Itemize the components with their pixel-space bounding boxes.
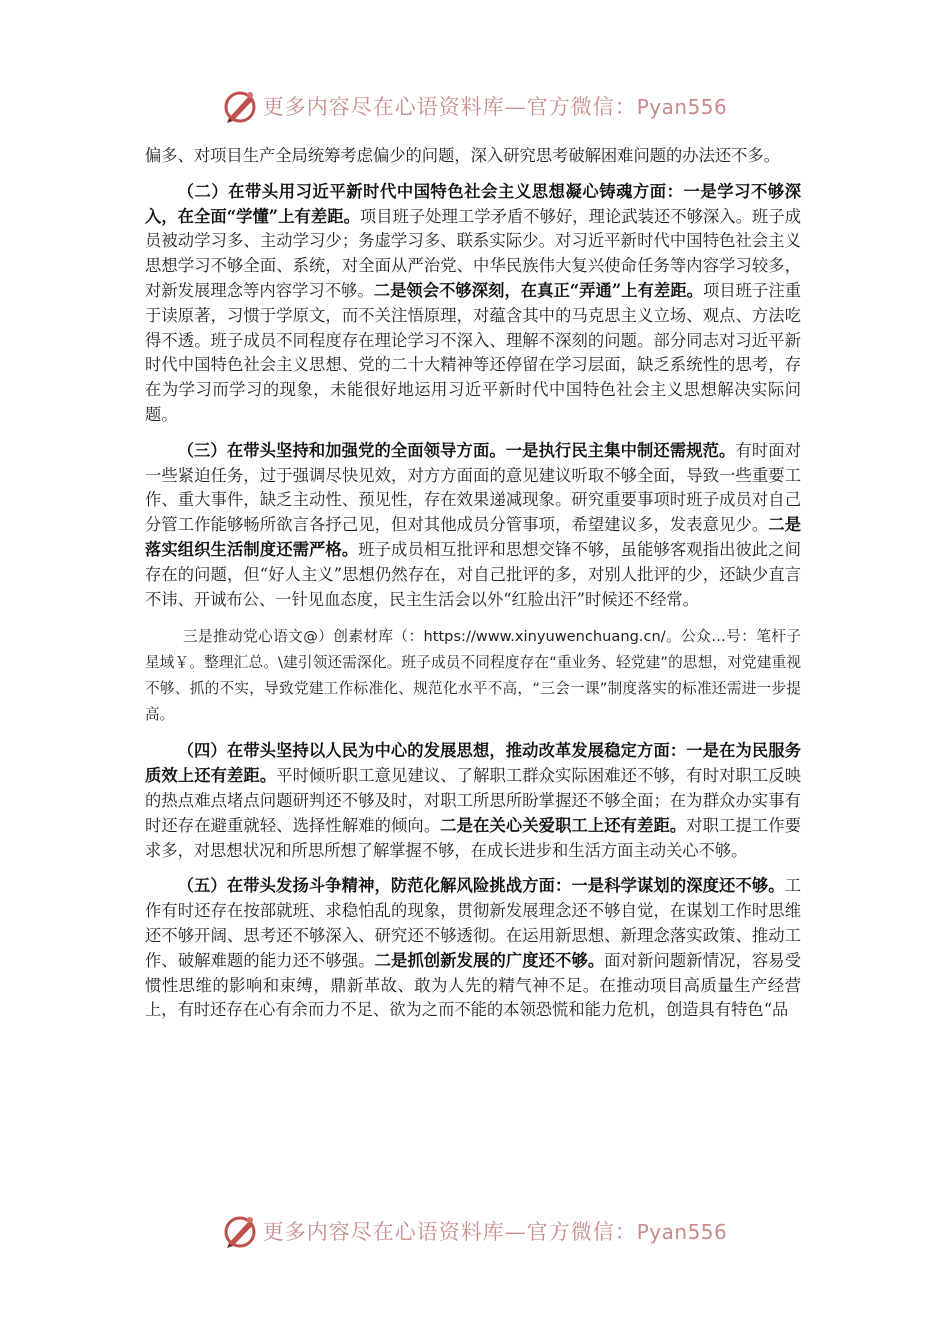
bold-heading: 二是抓创新发展的广度还不够。 <box>374 950 605 970</box>
pen-logo-icon <box>223 88 259 124</box>
wechat-id: Pyan556 <box>636 95 728 119</box>
paragraph-section-4: （四）在带头坚持以人民为中心的发展思想，推动改革发展稳定方面：一是在为民服务质效上还有差距。平时倾听职工意见建议、了解职工群众实际困难还不够，有时对职工反映的热点难点堵点问题研判还不够及时，对职工所思所盼掌握还不够全面；在为群众办实事有时还存在避重就轻、选择性解难的倾向。二是在关心关爱职工上还有差距。对职工提工作要求多，对思想状况和所思所想了解掌握不够，在成长进步和生活方面主动关心不够。 <box>145 741 801 860</box>
bold-heading: （三）在带头坚持和加强党的全面领导方面。一是执行民主集中制还需规范。 <box>177 440 736 460</box>
bold-heading: 二是领会不够深刻，在真正“弄通”上有差距。 <box>373 280 703 300</box>
document-body <box>145 144 801 1023</box>
bold-heading: （四）在带头坚持以人民为中心的发展思想，推动改革发展稳定方面：一是在为民服务质效上还有差距。 <box>145 741 801 786</box>
wechat-id: Pyan556 <box>636 1220 728 1244</box>
bold-heading: （五）在带头发扬斗争精神，防范化解风险挑战方面：一是科学谋划的深度还不够。 <box>177 876 785 896</box>
pen-logo-icon <box>223 1213 259 1249</box>
paragraph-section-5: （五）在带头发扬斗争精神，防范化解风险挑战方面：一是科学谋划的深度还不够。工作有时还存在按部就班、求稳怕乱的现象，贯彻新发展理念还不够自觉，在谋划工作时思维还不够开阔、思考还不够深入、研究还不够透彻。在运用新思想、新理念落实政策、推动工作、破解难题的能力还不够强。二是抓创新发展的广度还不够。面对新问题新情况，容易受惯性思维的影响和束缚，鼎新革故、敢为人先的精气神不足。在推动项目高质量生产经营上，有时还存在心有余而力不足、欲为之而不能的本领恐慌和能力危机，创造具有特色“品 <box>145 876 801 1020</box>
paragraph-section-3: （三）在带头坚持和加强党的全面领导方面。一是执行民主集中制还需规范。有时面对一些紧迫任务，过于强调尽快见效，对方方面面的意见建议听取不够全面，导致一些重要工作、重大事件，缺乏主动性、预见性，存在效果递减现象。研究重要事项时班子成员对自己分管工作能够畅所欲言各抒己见，但对其他成员分管事项，希望建议多，发表意见少。二是落实组织生活制度还需严格。班子成员相互批评和思想交锋不够，虽能够客观指出彼此之间存在的问题，但“好人主义”思想仍然存在，对自己批评的多，对别人批评的少，还缺少直言不讳、开诚布公、一针见血态度，民主生活会以外“红脸出汗”时候还不经常。 <box>145 440 801 609</box>
bold-heading: （二）在带头用习近平新时代中国特色社会主义思想凝心铸魂方面：一是学习不够深入，在全面“学懂”上有差距。 <box>145 181 801 226</box>
paragraph-inserted-note: 三是推动党心语文@）创素材库（：https://www.xinyuwenchuang.cn/。公众…号：笔杆子星域￥。整理汇总。\建引领还需深化。班子成员不同程度存在“重业务、轻党建”的思想，对党建重视不够、抓的不实，导致党建工作标准化、规范化水平不高，“三会一课”制度落实的标准还需进一步提高。 <box>145 628 801 724</box>
header-banner <box>0 84 950 128</box>
banner-text: 更多内容尽在心语资料库—官方微信：Pyan556 <box>262 95 728 119</box>
footer-banner <box>0 1209 950 1253</box>
paragraph-continued: 偏多、对项目生产全局统筹考虑偏少的问题，深入研究思考破解困难问题的办法还不多。 <box>145 146 780 165</box>
bold-heading: 二是在关心关爱职工上还有差距。 <box>440 815 687 835</box>
bold-heading: 二是落实组织生活制度还需严格。 <box>145 515 801 559</box>
banner-text: 更多内容尽在心语资料库—官方微信：Pyan556 <box>262 1220 728 1244</box>
paragraph-section-2: （二）在带头用习近平新时代中国特色社会主义思想凝心铸魂方面：一是学习不够深入，在全面“学懂”上有差距。项目班子处理工学矛盾不够好，理论武装还不够深入。班子成员被动学习多、主动学习少；务虚学习多、联系实际少。对习近平新时代中国特色社会主义思想学习不够全面、系统，对全面从严治党、中华民族伟大复兴使命任务等内容学习较多，对新发展理念等内容学习不够。二是领会不够深刻，在真正“弄通”上有差距。项目班子注重于读原著，习惯于学原文，而不关注悟原理，对蕴含其中的马克思主义立场、观点、方法吃得不透。班子成员不同程度存在理论学习不深入、理解不深刻的问题。部分同志对习近平新时代中国特色社会主义思想、党的二十大精神等还停留在学习层面，缺乏系统性的思考，存在为学习而学习的现象，未能很好地运用习近平新时代中国特色社会主义思想解决实际问题。 <box>145 181 801 424</box>
